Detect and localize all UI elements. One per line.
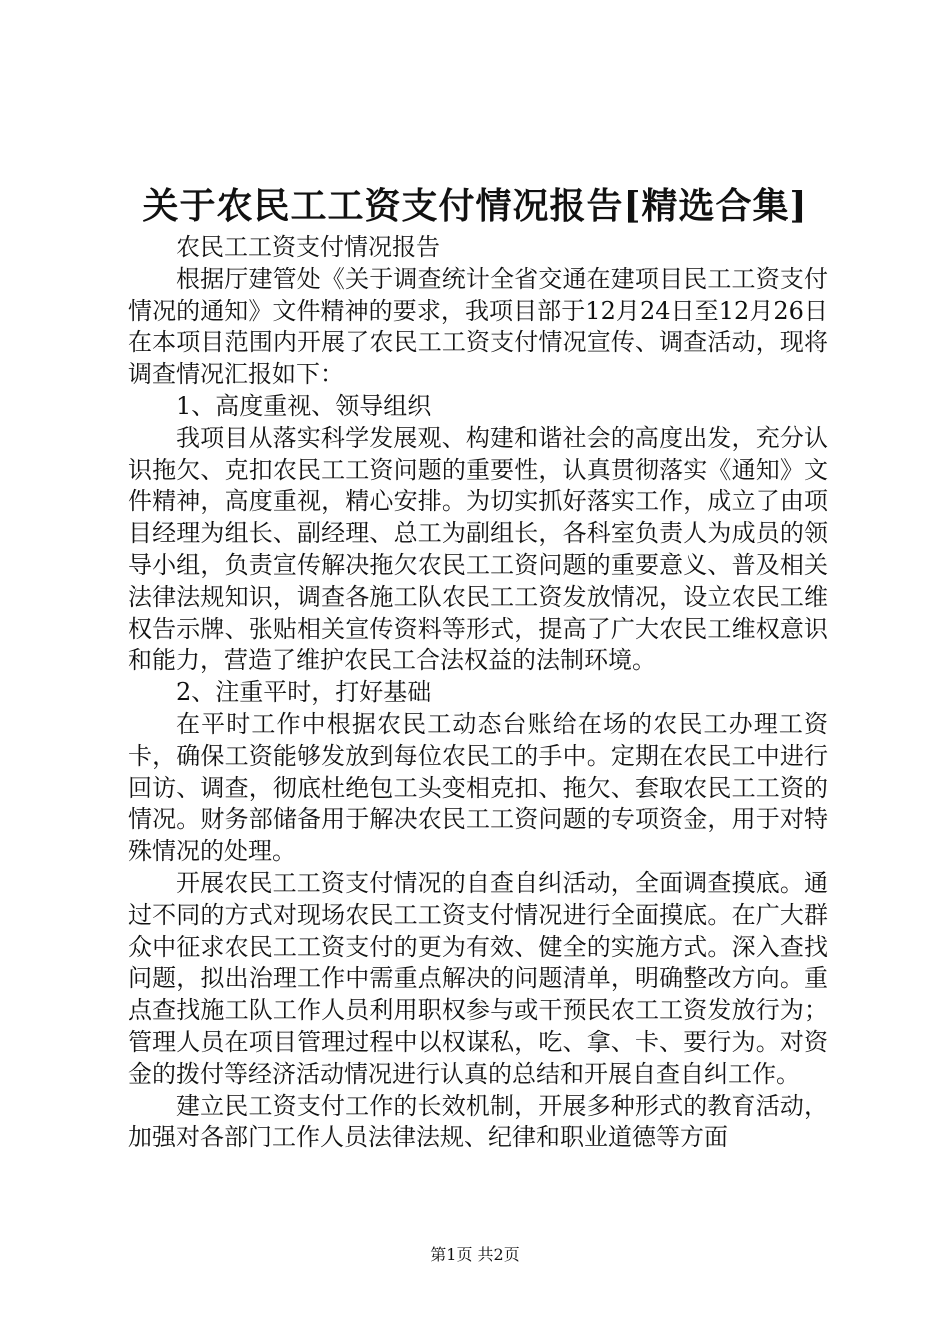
document-title: 关于农民工工资支付情况报告[精选合集] xyxy=(142,185,808,227)
paragraph-intro: 根据厅建管处《关于调查统计全省交通在建项目民工工资支付情况的通知》文件精神的要求，我项目部于12月24日至12月26日在本项目范围内开展了农民工工资支付情况宣传、调查活动，现将调查情况汇报如下： xyxy=(128,264,828,389)
paragraph-section-1: 我项目从落实科学发展观、构建和谐社会的高度出发，充分认识拖欠、克扣农民工工资问题的重要性，认真贯彻落实《通知》文件精神，高度重视，精心安排。为切实抓好落实工作，成立了由项目经理为组长、副经理、总工为副组长，各科室负责人为成员的领导小组，负责宣传解决拖欠农民工工资问题的重要意义、普及相关法律法规知识，调查各施工队农民工工资发放情况，设立农民工维权告示牌、张贴相关宣传资料等形式，提高了广大农民工维权意识和能力，营造了维护农民工合法权益的法制环境。 xyxy=(128,423,828,675)
document-body xyxy=(128,232,828,1154)
paragraph-long-term-mechanism: 建立民工资支付工作的长效机制，开展多种形式的教育活动，加强对各部门工作人员法律法规、纪律和职业道德等方面 xyxy=(128,1091,828,1152)
paragraph-self-check: 开展农民工工资支付情况的自查自纠活动，全面调查摸底。通过不同的方式对现场农民工工资支付情况进行全面摸底。在广大群众中征求农民工工资支付的更为有效、健全的实施方式。深入查找问题，拟出治理工作中需重点解决的问题清单，明确整改方向。重点查找施工队工作人员利用职权参与或干预民农工工资发放行为；管理人员在项目管理过程中以权谋私，吃、拿、卡、要行为。对资金的拨付等经济活动情况进行认真的总结和开展自查自纠工作。 xyxy=(128,868,828,1088)
paragraph-subtitle: 农民工工资支付情况报告 xyxy=(176,233,440,261)
paragraph-section-2: 在平时工作中根据农民工动态台账给在场的农民工办理工资卡，确保工资能够发放到每位农民工的手中。定期在农民工中进行回访、调查，彻底杜绝包工头变相克扣、拖欠、套取农民工工资的情况。财务部储备用于解决农民工工资问题的专项资金，用于对特殊情况的处理。 xyxy=(128,709,828,866)
page-number-footer: 第1页 共2页 xyxy=(430,1245,520,1264)
section-heading-2: 2、注重平时，打好基础 xyxy=(176,678,432,707)
section-heading-1: 1、高度重视、领导组织 xyxy=(176,391,432,420)
